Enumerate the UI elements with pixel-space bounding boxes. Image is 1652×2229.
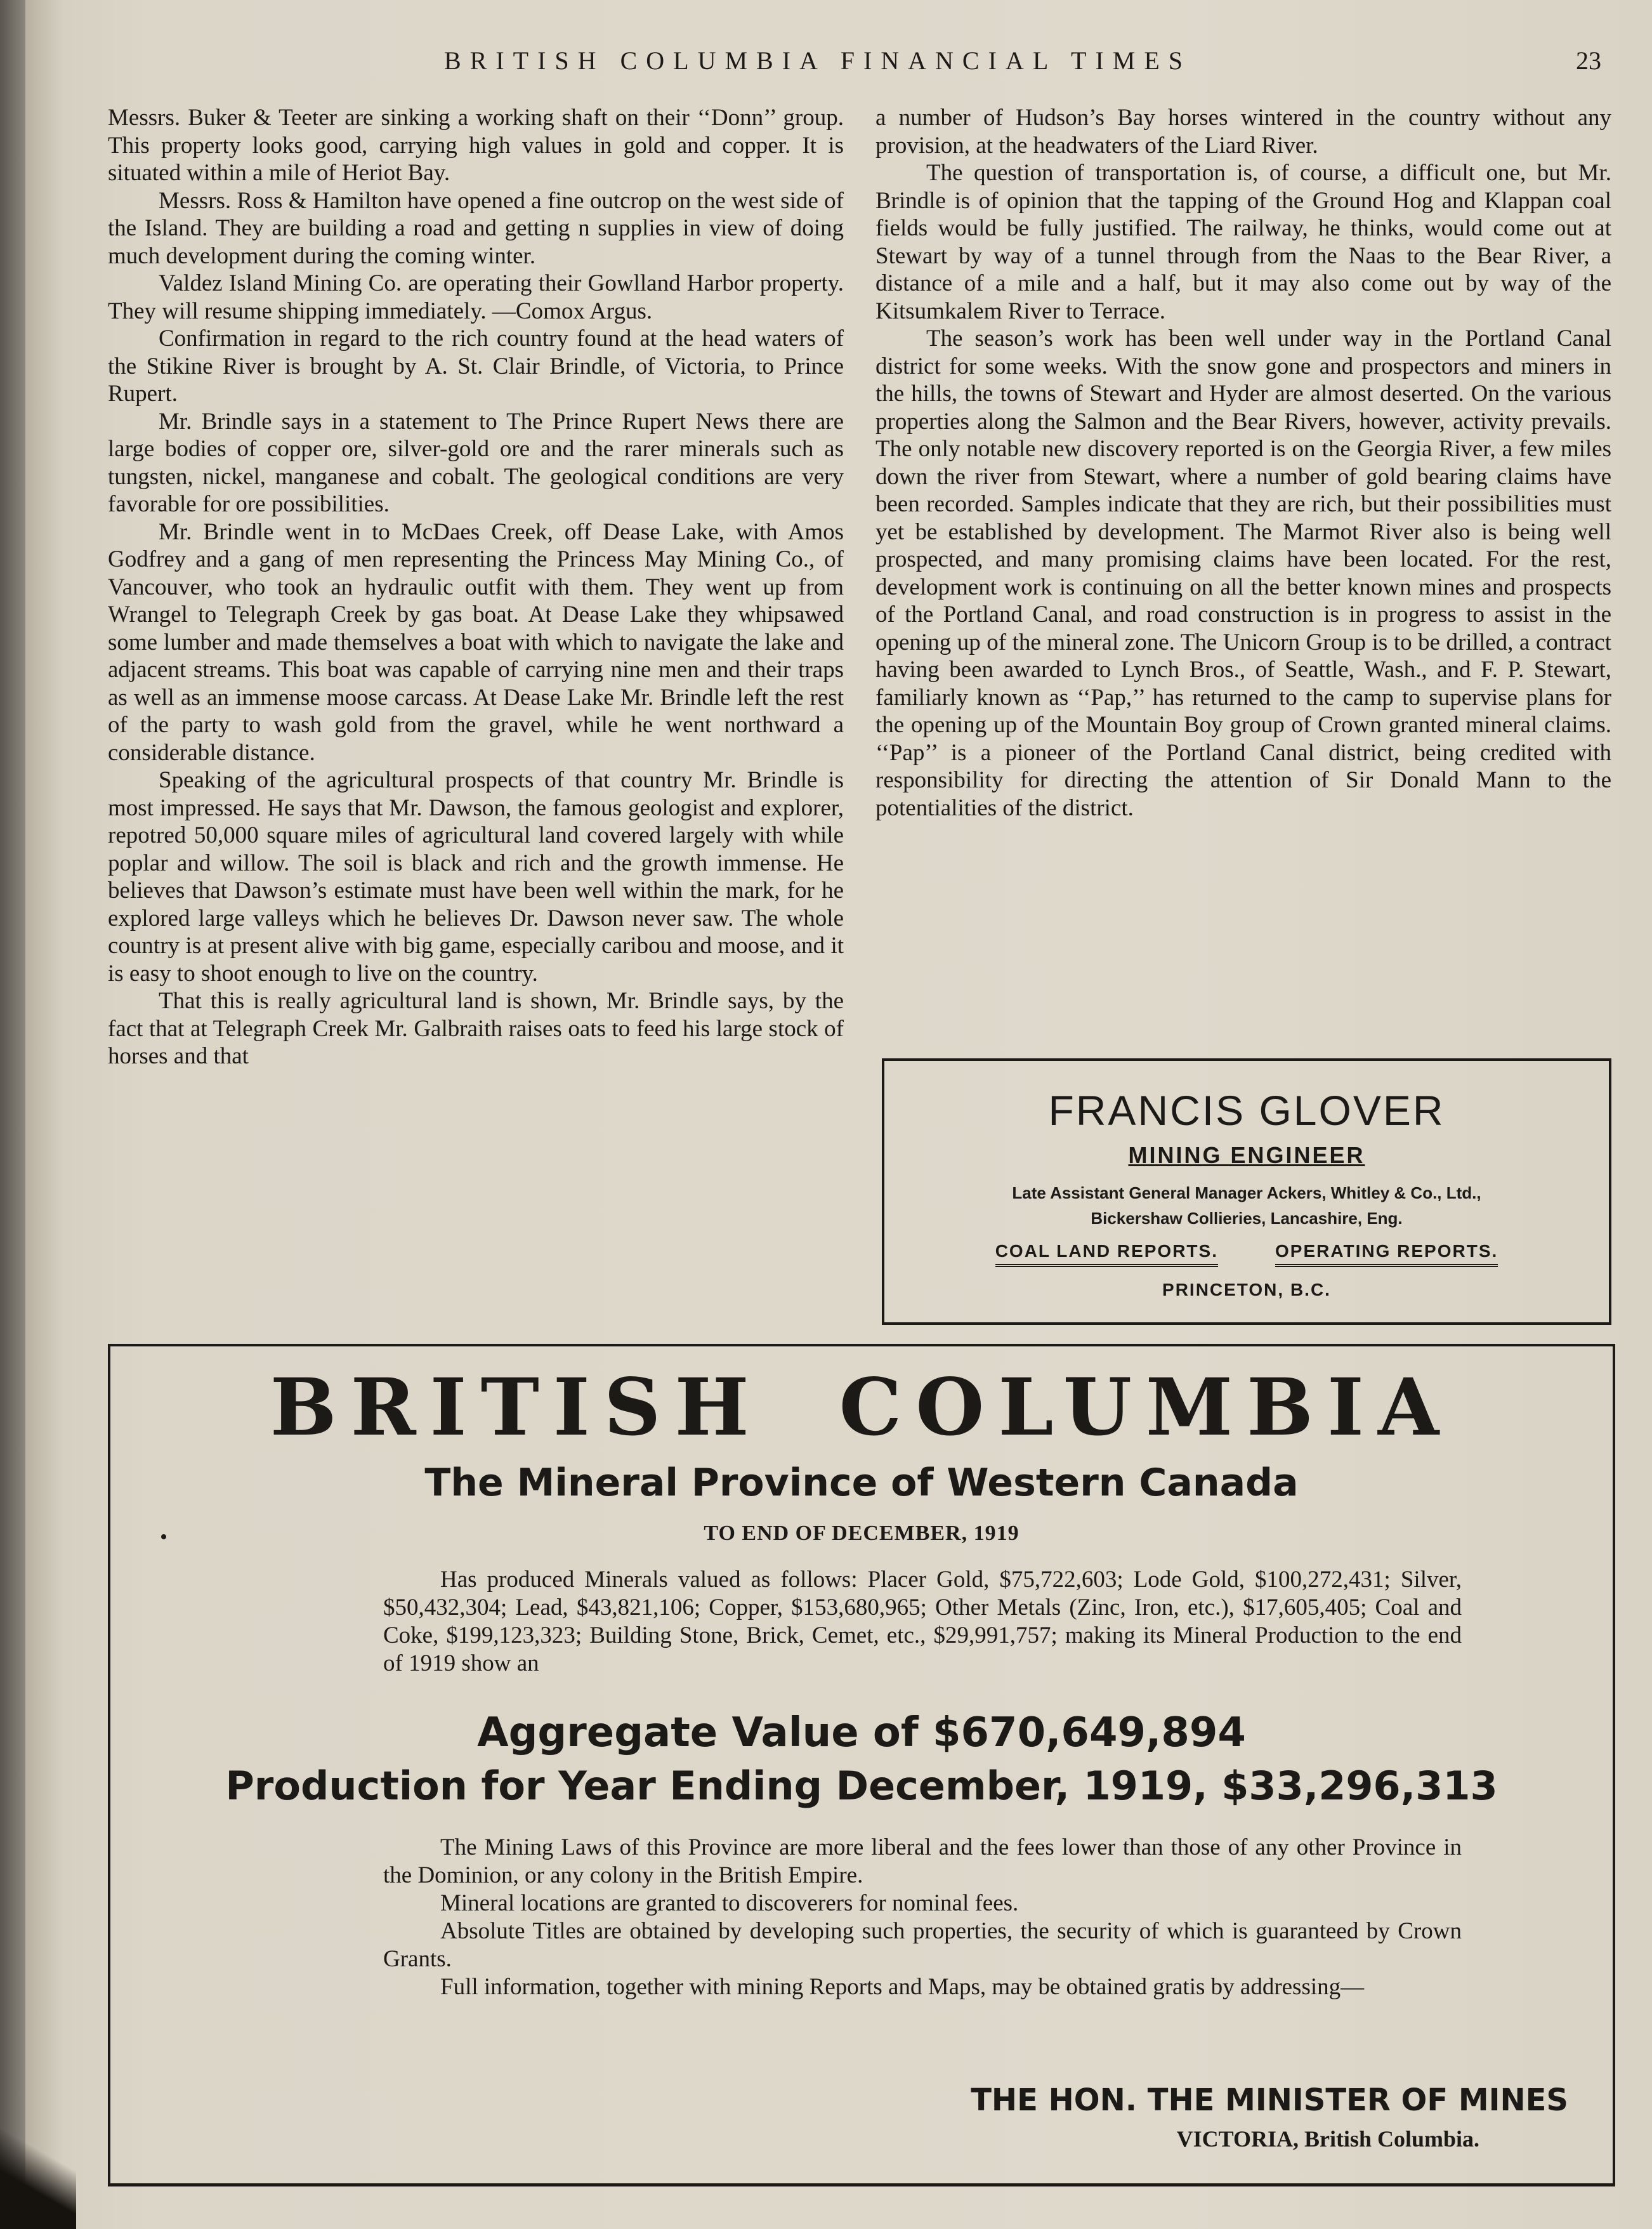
ad-production-text — [383, 1566, 1462, 1678]
ad-period: TO END OF DECEMBER, 1919 — [704, 1522, 1019, 1545]
paragraph: The season’s work has been well under way in the Portland Canal district for some weeks. With the snow gone and prospectors and miners in the hills, the towns of Stewart and Hyder are almost deserted. On the various properties along the Salmon and the Bear Rivers, however, activity prevails. The only notable new discovery reported is on the Georgia River, a few miles down the river from Stewart, where a number of gold bearing claims have been recorded. Samples indicate that they are rich, but their possibilities must yet be established by development. The Marmot River also is being well prospected, and many promising claims have been located. For the rest, development work is continuing on all the better known mines and prospects of the Portland Canal, and road construction is in progress to assist in the opening up of the mineral zone. The Unicorn Group is to be drilled, a contract having been awarded to Lynch Bros., of Seattle, Wash., and F. P. Stewart, familiarly known as ‘‘Pap,’’ has returned to the camp to supervise plans for the opening up of the Mountain Boy group of Crown granted mineral claims. ‘‘Pap’’ is a pioneer of the Portland Canal district, being credited with responsibility for directing the attention of Sir Donald Mann to the potentialities of the district. — [875, 325, 1611, 821]
paragraph: Mr. Brindle says in a statement to The Prince Rupert News there are large bodies of copper ore, silver-gold ore and the rarer minerals such as tungsten, nickel, manganese and cobalt. The geological conditions are very favorable for ore possibilities. — [108, 408, 844, 517]
production-1919: Production for Year Ending December, 1919, $33,296,313 — [225, 1763, 1498, 1809]
ad-address: VICTORIA, British Columbia. — [1176, 2126, 1479, 2152]
paragraph: Mr. Brindle went in to McDaes Creek, off Dease Lake, with Amos Godfrey and a gang of men representing the Princess May Mining Co., of Vancouver, who took an hydraulic outfit with them. They went up from Wrangel to Telegraph Creek by gas boat. At Dease Lake they whipsawed some lumber and made themselves a boat with which to navigate the lake and adjacent streams. This boat was capable of carrying nine men and their traps as well as an immense moose carcass. At Dease Lake Mr. Brindle left the rest of the party to wash gold from the gravel, while he went northward a considerable distance. — [108, 518, 844, 766]
paragraph: Has produced Minerals valued as follows: Placer Gold, $75,722,603; Lode Gold, $100,272,431; Silver, $50,432,304; Lead, $43,821,106; Copper, $153,680,965; Other Metals (Zinc, Iron, etc.), $17,605,405; Coal and Coke, $199,123,323; Building Stone, Brick, Cemet, etc., $29,991,757; making its Mineral Production to the end of 1919 show an — [383, 1567, 1462, 1676]
page-number: 23 — [1576, 46, 1601, 75]
book-binding — [0, 0, 25, 2229]
ad-location: PRINCETON, B.C. — [1162, 1280, 1331, 1299]
paragraph: Absolute Titles are obtained by developing such properties, the security of which is guaranteed by Crown Grants. — [383, 1918, 1462, 1972]
ad-description — [884, 1180, 1609, 1231]
francis-glover-advertisement — [882, 1058, 1611, 1325]
paragraph: Messrs. Ross & Hamilton have opened a fine outcrop on the west side of the Island. They are building a road and getting n supplies in view of doing much development during the coming winter. — [108, 187, 844, 269]
ad-description-line: Late Assistant General Manager Ackers, Whitley & Co., Ltd., — [1012, 1183, 1481, 1202]
paragraph: Full information, together with mining Reports and Maps, may be obtained gratis by addressing— — [440, 1974, 1365, 2000]
ad-body-text — [383, 1834, 1462, 2001]
paragraph: a number of Hudson’s Bay horses wintered in the country without any provision, at the headwaters of the Liard River. — [875, 105, 1611, 159]
right-column — [875, 104, 1611, 822]
running-title: BRITISH COLUMBIA FINANCIAL TIMES — [444, 46, 1192, 75]
paragraph: The question of transportation is, of course, a difficult one, but Mr. Brindle is of opinion that the tapping of the Ground Hog and Klappan coal fields would be fully justified. The railway, he thinks, would come out at Stewart by way of a tunnel through from the Naas to the Bear River, a distance of a mile and a half, but it may also come out by way of the Kitsumkalem River to Terrace. — [875, 160, 1611, 324]
ad-reports — [884, 1241, 1609, 1267]
ad-name: FRANCIS GLOVER — [1048, 1087, 1445, 1134]
coal-land-reports: COAL LAND REPORTS. — [995, 1241, 1218, 1267]
paragraph: Speaking of the agricultural prospects of that country Mr. Brindle is most impressed. He says that Mr. Dawson, the famous geologist and explorer, repotred 50,000 square miles of agricultural land covered largely with while poplar and willow. The soil is black and rich and the growth immense. He believes that Dawson’s estimate must have been well within the mark, for he explored large valleys which he believes Dr. Dawson never saw. The whole country is at present alive with big game, especially caribou and moose, and it is easy to shoot enough to live on the country. — [108, 767, 844, 987]
ad-headline — [110, 1362, 1613, 1454]
aggregate-value: Aggregate Value of $670,649,894 — [477, 1709, 1246, 1756]
ad-subtitle: The Mineral Province of Western Canada — [424, 1461, 1299, 1505]
paragraph: Confirmation in regard to the rich country found at the head waters of the Stikine River is brought by A. St. Clair Brindle, of Victoria, to Prince Rupert. — [108, 325, 844, 407]
paragraph: The Mining Laws of this Province are more liberal and the fees lower than those of any other Province in the Dominion, or any colony in the British Empire. — [383, 1834, 1462, 1888]
paragraph: Mineral locations are granted to discoverers for nominal fees. — [440, 1890, 1019, 1916]
ad-description-line: Bickershaw Collieries, Lancashire, Eng. — [1091, 1209, 1403, 1228]
headline-word: BRITISH — [270, 1362, 763, 1454]
paragraph: Messrs. Buker & Teeter are sinking a working shaft on their ‘‘Donn’’ group. This property looks good, carrying high values in gold and copper. It is situated within a mile of Heriot Bay. — [108, 105, 844, 186]
headline-word: COLUMBIA — [839, 1362, 1453, 1454]
page-corner-shadow — [0, 2127, 76, 2229]
operating-reports: OPERATING REPORTS. — [1275, 1241, 1498, 1267]
paragraph: That this is really agricultural land is shown, Mr. Brindle says, by the fact that at Telegraph Creek Mr. Galbraith raises oats to feed his large stock of horses and that — [108, 988, 844, 1069]
minister-of-mines: THE HON. THE MINISTER OF MINES — [971, 2082, 1568, 2118]
british-columbia-advertisement — [108, 1344, 1615, 2186]
paragraph: Valdez Island Mining Co. are operating their Gowlland Harbor property. They will resume shipping immediately. —Comox Argus. — [108, 270, 844, 324]
left-column — [108, 104, 844, 1070]
ad-title: MINING ENGINEER — [1128, 1142, 1365, 1168]
